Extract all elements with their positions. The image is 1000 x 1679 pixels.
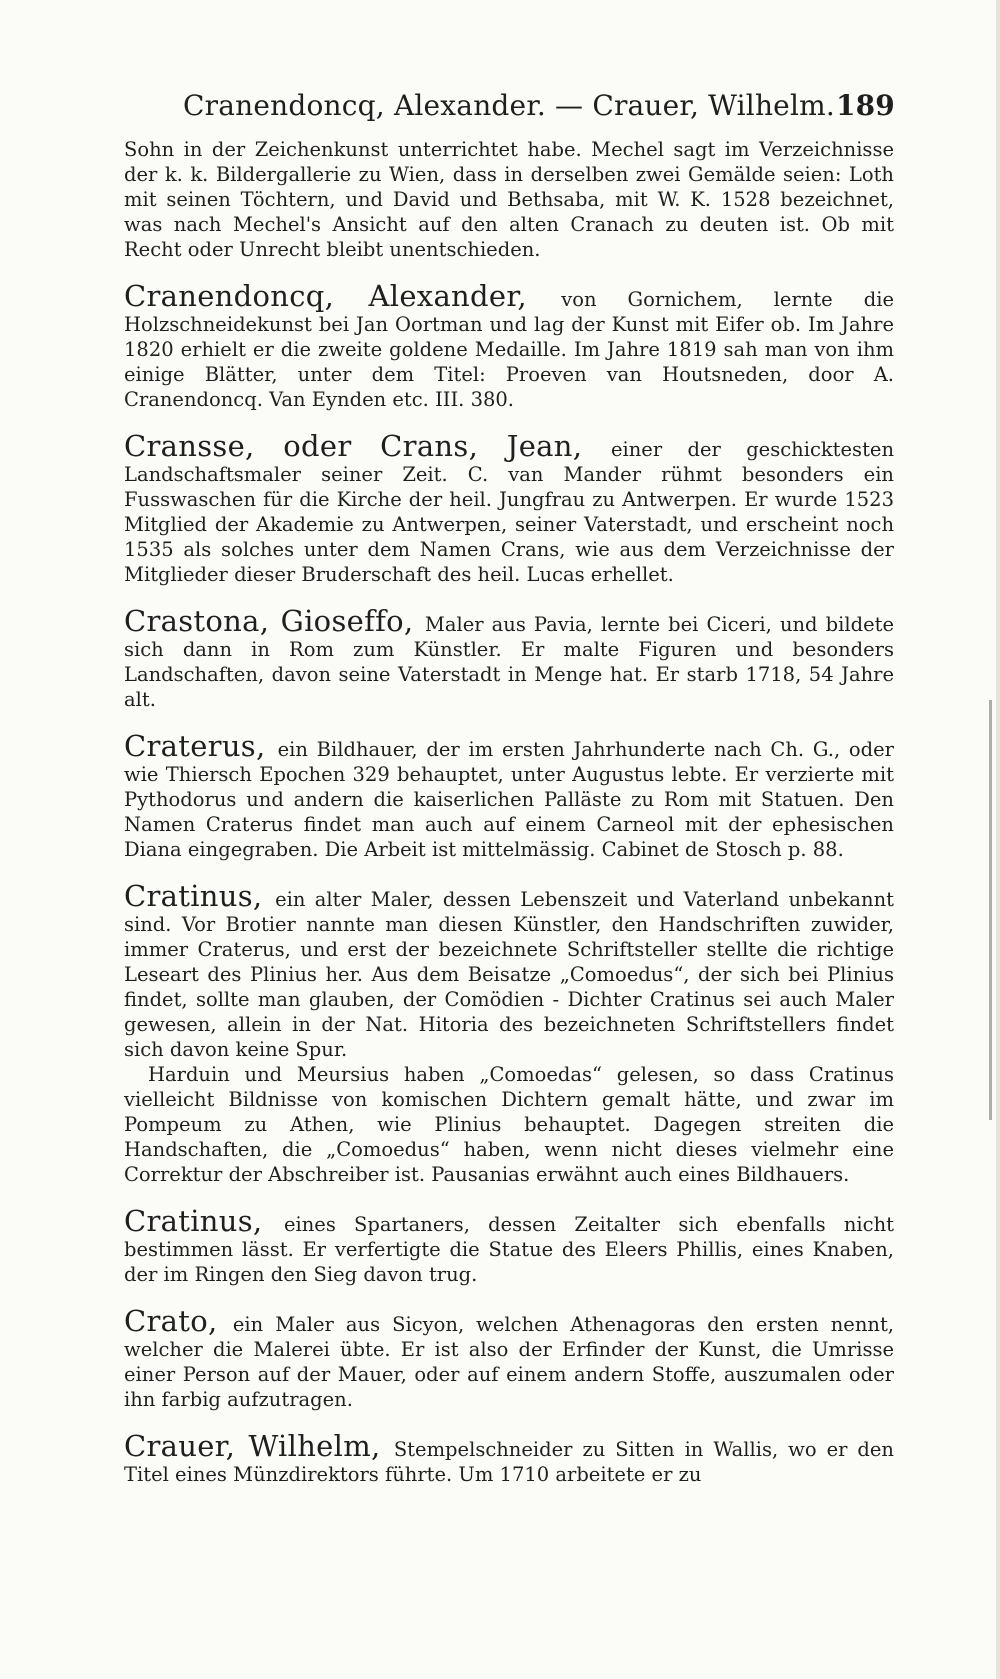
entry-head: Cratinus, — [124, 879, 276, 913]
entry-crauer — [124, 1429, 894, 1487]
entry-head: Cratinus, — [124, 1204, 284, 1238]
page-edge-shadow — [989, 700, 992, 1120]
entry-head: Cranendoncq, Alexander, — [124, 279, 562, 313]
entry-body: ein Bildhauer, der im ersten Jahrhunderte nach Ch. G., oder wie Thiersch Epochen 329 behauptet, unter Augustus lebte. Er verzierte mit Pythodorus und andern die kaiserlichen Palläste zu Rom mit Statuen. Den Namen Craterus findet man auch auf einem Carneol mit der ephesischen Diana eingegraben. Die Arbeit ist mittelmässig. Cabinet de Stosch p. 88. — [124, 738, 894, 861]
entry-head: Crato, — [124, 1304, 233, 1338]
page-edge — [996, 0, 1000, 1679]
entry-craterus — [124, 729, 894, 862]
entry-cratinus-sculptor — [124, 1204, 894, 1287]
header-title: Cranendoncq, Alexander. — Crauer, Wilhelm. — [183, 89, 835, 122]
entry-body: ein Maler aus Sicyon, welchen Athenagoras den ersten nennt, welcher die Malerei übte. Er ist also der Erfinder der Kunst, die Umrisse einer Person auf der Mauer, oder auf einem andern Stoffe, auszumalen oder ihn farbig aufzutragen. — [124, 1313, 894, 1411]
entry-body: von Gornichem, lernte die Holzschneidekunst bei Jan Oortman und lag der Kunst mit Eifer ob. Im Jahre 1820 erhielt er die zweite goldene Medaille. Im Jahre 1819 sah man von ihm einige Blätter, unter dem Titel: Proeven van Houtsneden, door A. Cranendoncq. Van Eynden etc. III. 380. — [124, 288, 894, 411]
entry-head: Crauer, Wilhelm, — [124, 1429, 394, 1463]
entry-body: einer der geschicktesten Landschaftsmaler seiner Zeit. C. van Mander rühmt besonders ein Fusswaschen für die Kirche der heil. Jungfrau zu Antwerpen. Er wurde 1523 Mitglied der Akademie zu Antwerpen, seiner Vaterstadt, und erscheint noch 1535 als solches unter dem Namen Crans, wie aus dem Verzeichnisse der Mitglieder dieser Bruderschaft des heil. Lucas erhellet. — [124, 438, 895, 586]
main-text — [124, 137, 894, 1487]
entry-body: eines Spartaners, dessen Zeitalter sich ebenfalls nicht bestimmen lässt. Er verfertigte die Statue des Eleers Phillis, eines Knaben, der im Ringen den Sieg davon trug. — [124, 1213, 894, 1286]
entry-head: Craterus, — [124, 729, 278, 763]
entry-crato — [124, 1304, 894, 1412]
entry-head: Cransse, oder Crans, Jean, — [124, 429, 611, 463]
entry-cransse — [124, 429, 895, 587]
page-number: 189 — [835, 89, 895, 122]
entry-head: Crastona, Gioseffo, — [124, 604, 425, 638]
intro-paragraph: Sohn in der Zeichenkunst unterrichtet habe. Mechel sagt im Verzeichnisse der k. k. Bildergallerie zu Wien, dass in derselben zwei Gemälde seien: Loth mit seinen Töchtern, und David und Bethsaba, mit W. K. 1528 bezeichnet, was nach Mechel's Ansicht auf den alten Cranach zu deuten ist. Ob mit Recht oder Unrecht bleibt unentschieden. — [124, 138, 894, 261]
entry-continuation: Harduin und Meursius haben „Comoedas“ gelesen, so dass Cratinus vielleicht Bildnisse von komischen Dichtern gemalt hätte, und zwar im Pompeum zu Athen, wie Plinius behauptet. Dagegen streiten die Handschaften, die „Comoedus“ haben, wenn nicht dieses vielmehr eine Correktur der Abschreiber ist. Pausanias erwähnt auch eines Bildhauers. — [124, 1063, 894, 1186]
entry-body: ein alter Maler, dessen Lebenszeit und Vaterland unbekannt sind. Vor Brotier nannte man diesen Künstler, den Handschriften zuwider, immer Craterus, und erst der bezeichnete Schriftsteller stellte die richtige Leseart des Plinius her. Aus dem Beisatze „Comoedus“, der sich bei Plinius findet, sollte man glauben, der Comödien - Dichter Cratinus sei auch Maler gewesen, allein in der Nat. Hitoria des bezeichneten Schriftstellers findet sich davon keine Spur. — [124, 888, 894, 1061]
entry-body: Maler aus Pavia, lernte bei Ciceri, und bildete sich dann in Rom zum Künstler. Er malte Figuren und besonders Landschaften, davon seine Vaterstadt in Menge hat. Er starb 1718, 54 Jahre alt. — [124, 613, 894, 711]
entry-cranendoncq — [124, 279, 894, 412]
entry-cratinus-painter — [124, 879, 894, 1062]
entry-crastona — [124, 604, 894, 712]
entry-body: Stempelschneider zu Sitten in Wallis, wo er den Titel eines Münzdirektors führte. Um 1710 arbeitete er zu — [124, 1438, 894, 1486]
